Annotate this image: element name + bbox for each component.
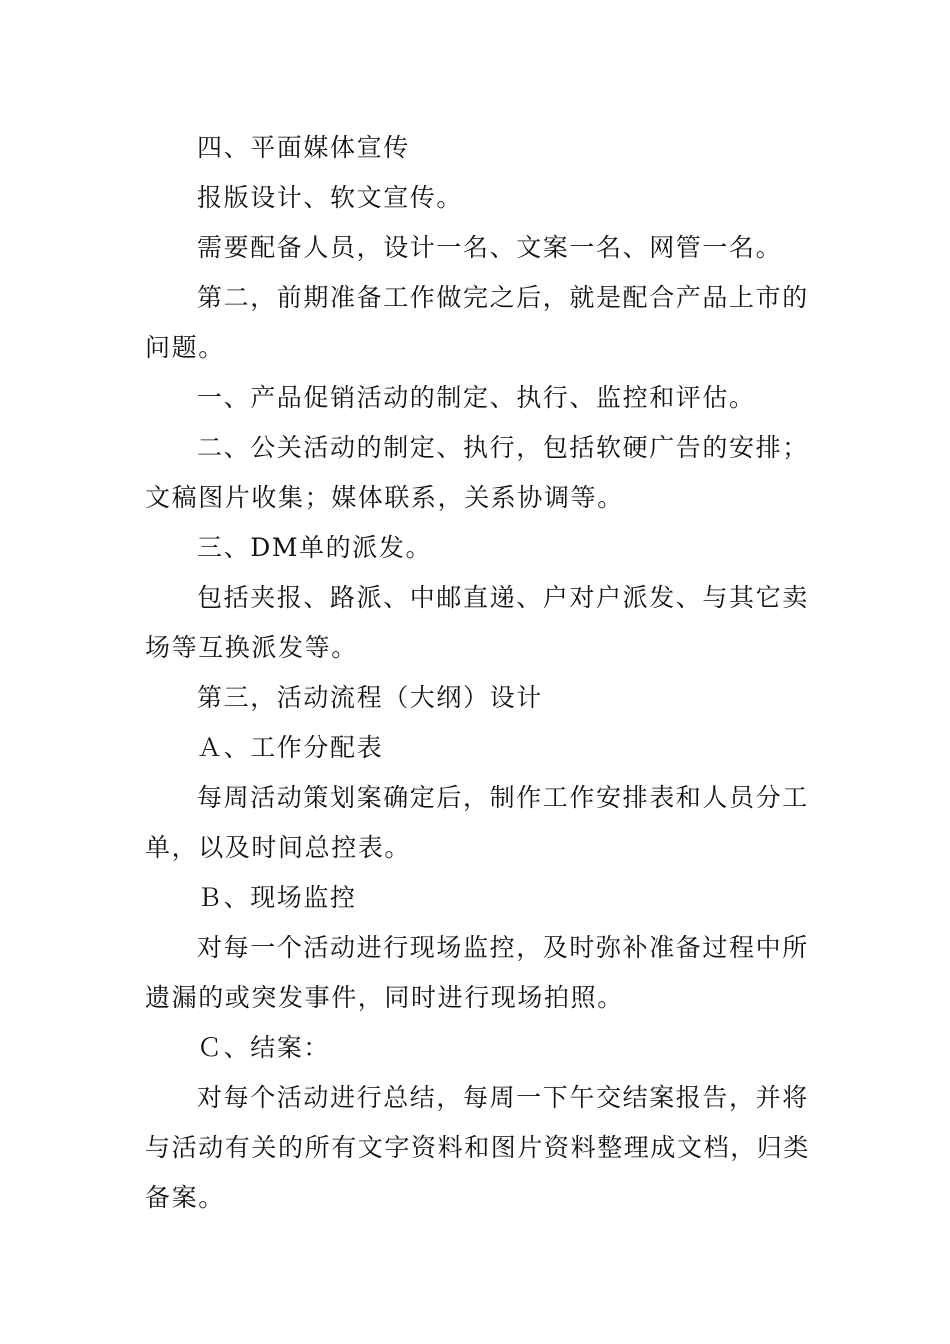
paragraph: Ｂ、现场监控: [197, 883, 357, 912]
paragraph: 第三，活动流程（大纲）设计: [197, 683, 543, 712]
paragraph: Ｃ、结案：: [197, 1033, 331, 1062]
paragraph: 四、平面媒体宣传: [197, 133, 410, 162]
paragraph: 对每一个活动进行现场监控，及时弥补准备过程中所遗漏的或突发事件，同时进行现场拍照。: [145, 933, 809, 1012]
paragraph: 一、产品促销活动的制定、执行、监控和评估。: [197, 383, 756, 412]
paragraph: 每周活动策划案确定后，制作工作安排表和人员分工单，以及时间总控表。: [145, 783, 809, 862]
paragraph: 报版设计、软文宣传。: [197, 183, 464, 212]
paragraph: 需要配备人员，设计一名、文案一名、网管一名。: [197, 233, 783, 262]
paragraph: 第二，前期准备工作做完之后，就是配合产品上市的问题。: [145, 283, 809, 362]
paragraph: 二、公关活动的制定、执行，包括软硬广告的安排；文稿图片收集；媒体联系，关系协调等。: [145, 433, 809, 512]
paragraph: 对每个活动进行总结，每周一下午交结案报告，并将与活动有关的所有文字资料和图片资料整理成文档，归类备案。: [145, 1083, 811, 1212]
paragraph: 包括夹报、路派、中邮直递、户对户派发、与其它卖场等互换派发等。: [145, 583, 809, 662]
paragraph: Ａ、工作分配表: [197, 733, 384, 762]
document-body: [145, 123, 810, 1223]
paragraph: 三、DM单的派发。: [197, 533, 433, 562]
